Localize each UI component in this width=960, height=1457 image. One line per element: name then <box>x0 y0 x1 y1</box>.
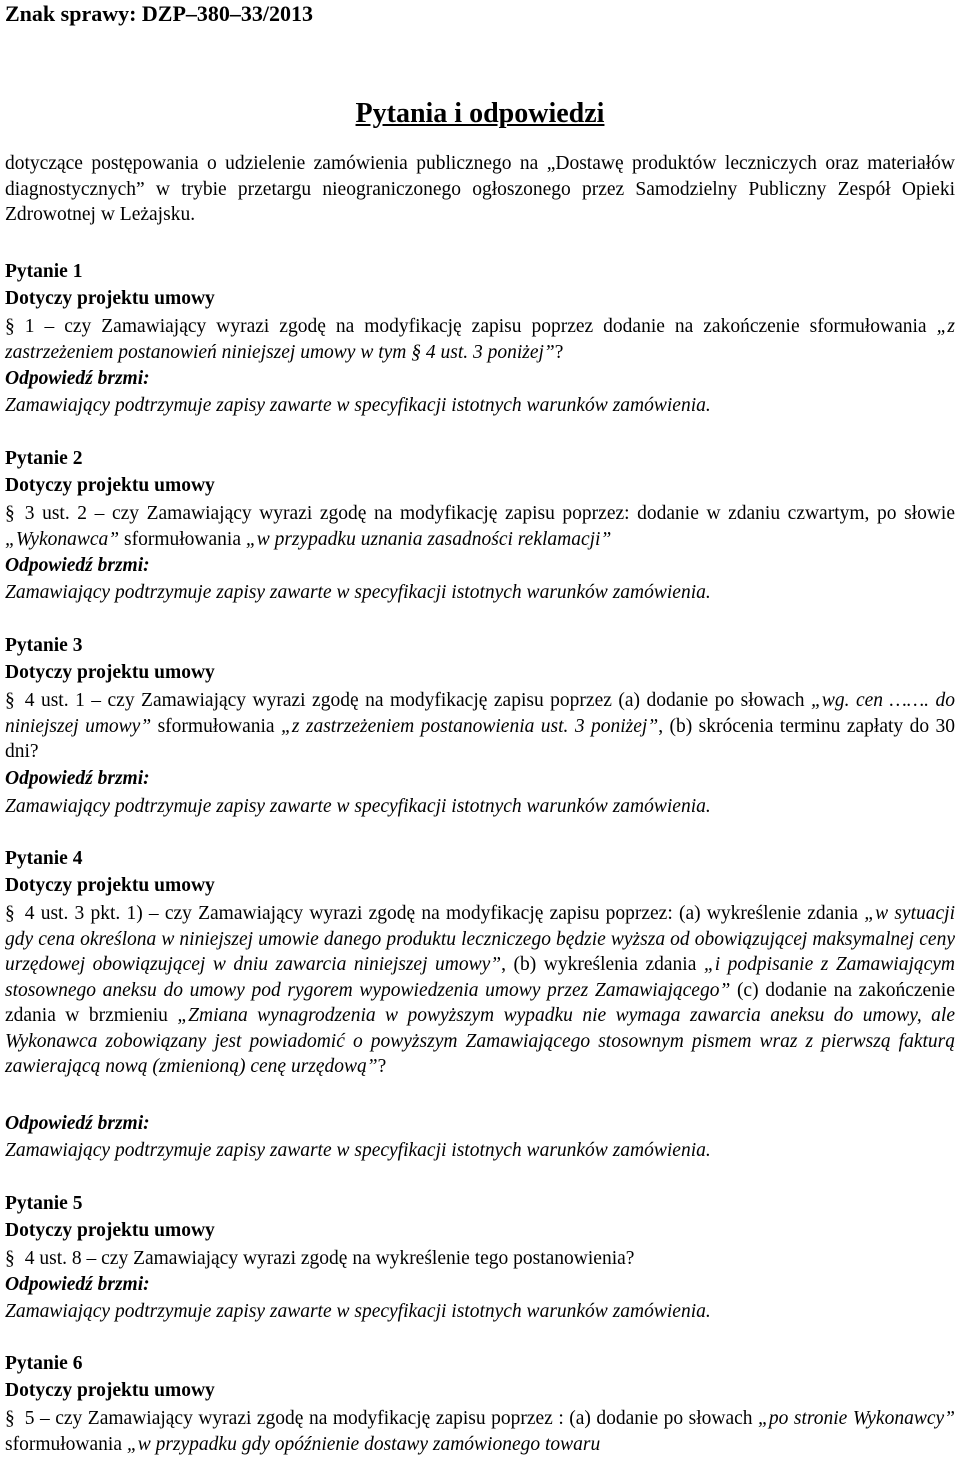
question-label: Pytanie 6 <box>5 1353 83 1374</box>
question-label: Pytanie 1 <box>5 261 83 282</box>
quoted-phrase: „wg. cen ……. do niniejszej umowy” <box>5 690 955 737</box>
quoted-phrase: „i podpisanie z Zamawiającym stosownego aneksu do umowy pod rygorem wypowiedzenia umowy przez Zamawiającego” <box>5 954 956 1001</box>
paragraph-sign: § <box>5 503 15 524</box>
question-label: Pytanie 2 <box>5 448 83 469</box>
answer-text: Zamawiający podtrzymuje zapisy zawarte w specyfikacji istotnych warunków zamówienia. <box>5 1301 711 1322</box>
quoted-phrase: „w przypadku uznania zasadności reklamacji” <box>245 528 612 550</box>
question-text-part: , (b) skrócenia terminu zapłaty do 30 dni? <box>5 715 955 762</box>
question-section: Dotyczy projektu umowy <box>5 1380 215 1401</box>
answer-text: Zamawiający podtrzymuje zapisy zawarte w specyfikacji istotnych warunków zamówienia. <box>5 796 711 817</box>
question-text <box>5 1406 955 1457</box>
answer-label: Odpowiedź brzmi: <box>5 1113 150 1134</box>
quoted-phrase: „Zmiana wynagrodzenia w powyższym wypadku nie wymaga zawarcia aneksu do umowy, ale Wykonawca zobowiązany jest powiadomić o powyższym Zamawiającego stosownym pismem wraz z pierwszą fakturą zawierającą nową (zmienioną) cenę urzędową” <box>5 1005 955 1077</box>
question-label: Pytanie 4 <box>5 848 83 869</box>
answer-label: Odpowiedź brzmi: <box>5 768 150 789</box>
question-label: Pytanie 3 <box>5 635 83 656</box>
question-text-part: 5 – czy Zamawiający wyrazi zgodę na modyfikację zapisu poprzez : (a) dodanie po słowach <box>24 1408 759 1429</box>
paragraph-sign: § <box>5 316 15 337</box>
case-reference: Znak sprawy: DZP–380–33/2013 <box>5 1 314 26</box>
answer-label: Odpowiedź brzmi: <box>5 1274 150 1295</box>
answer-text: Zamawiający podtrzymuje zapisy zawarte w specyfikacji istotnych warunków zamówienia. <box>5 1140 711 1161</box>
question-section: Dotyczy projektu umowy <box>5 662 215 683</box>
question-text-part: 4 ust. 3 pkt. 1) – czy Zamawiający wyrazi zgodę na modyfikację zapisu poprzez: (a) wykreślenie zdania <box>24 903 865 924</box>
question-text <box>5 901 955 1080</box>
paragraph-sign: § <box>5 1408 15 1429</box>
document-title: Pytania i odpowiedzi <box>355 98 605 129</box>
quoted-phrase: „po stronie Wykonawcy” <box>758 1408 955 1429</box>
question-text-part: 1 – czy Zamawiający wyrazi zgodę na modyfikację zapisu poprzez dodanie na zakończenie sformułowania <box>24 316 937 337</box>
quoted-phrase: „w przypadku gdy opóźnienie dostawy zamówionego towaru <box>126 1433 601 1455</box>
question-text-part: sformułowania <box>151 715 281 737</box>
question-text-part: 4 ust. 1 – czy Zamawiający wyrazi zgodę na modyfikację zapisu poprzez (a) dodanie po słowach <box>24 690 811 711</box>
quoted-phrase: „z zastrzeżeniem postanowienia ust. 3 poniżej” <box>281 715 659 737</box>
question-text <box>5 501 955 552</box>
question-text-part: ? <box>377 1056 387 1077</box>
question-text-part: sformułowania <box>119 528 246 550</box>
answer-text: Zamawiający podtrzymuje zapisy zawarte w specyfikacji istotnych warunków zamówienia. <box>5 582 711 603</box>
question-text <box>5 314 955 365</box>
question-text <box>5 1246 955 1272</box>
answer-text: Zamawiający podtrzymuje zapisy zawarte w specyfikacji istotnych warunków zamówienia. <box>5 395 711 416</box>
question-section: Dotyczy projektu umowy <box>5 1220 215 1241</box>
question-section: Dotyczy projektu umowy <box>5 288 215 309</box>
question-label: Pytanie 5 <box>5 1193 83 1214</box>
question-text-part: sformułowania <box>5 1433 127 1455</box>
answer-label: Odpowiedź brzmi: <box>5 555 150 576</box>
quoted-phrase: „z zastrzeżeniem postanowień niniejszej umowy w tym § 4 ust. 3 poniżej” <box>5 316 955 363</box>
intro-paragraph: dotyczące postępowania o udzielenie zamówienia publicznego na „Dostawę produktów leczniczych oraz materiałów diagnostycznych” w trybie przetargu nieograniczonego ogłoszonego przez Samodzielny Publiczny Zespół Opieki Zdrowotnej w Leżajsku. <box>5 153 955 225</box>
paragraph-sign: § <box>5 690 15 711</box>
question-text-part: ? <box>554 341 564 363</box>
question-text-part: , (b) wykreślenia zdania <box>501 954 704 975</box>
question-section: Dotyczy projektu umowy <box>5 875 215 896</box>
quoted-phrase: „Wykonawca” <box>5 528 120 550</box>
question-text-part: (c) dodanie na zakończenie zdania w brzmieniu <box>5 979 955 1026</box>
question-text-part: 3 ust. 2 – czy Zamawiający wyrazi zgodę na modyfikację zapisu poprzez: dodanie w zdaniu czwartym, po słowie <box>24 503 955 524</box>
question-text <box>5 688 955 765</box>
quoted-phrase: „w sytuacji gdy cena określona w niniejszej umowie danego produktu leczniczego będzie wyższa od obowiązującej maksymalnej ceny urzędowej obowiązującej w dniu zawarcia niniejszej umowy” <box>5 903 955 975</box>
question-section: Dotyczy projektu umowy <box>5 475 215 496</box>
answer-label: Odpowiedź brzmi: <box>5 368 150 389</box>
paragraph-sign: § <box>5 1248 15 1269</box>
question-text-part: 4 ust. 8 – czy Zamawiający wyrazi zgodę na wykreślenie tego postanowienia? <box>24 1248 635 1269</box>
paragraph-sign: § <box>5 903 15 924</box>
